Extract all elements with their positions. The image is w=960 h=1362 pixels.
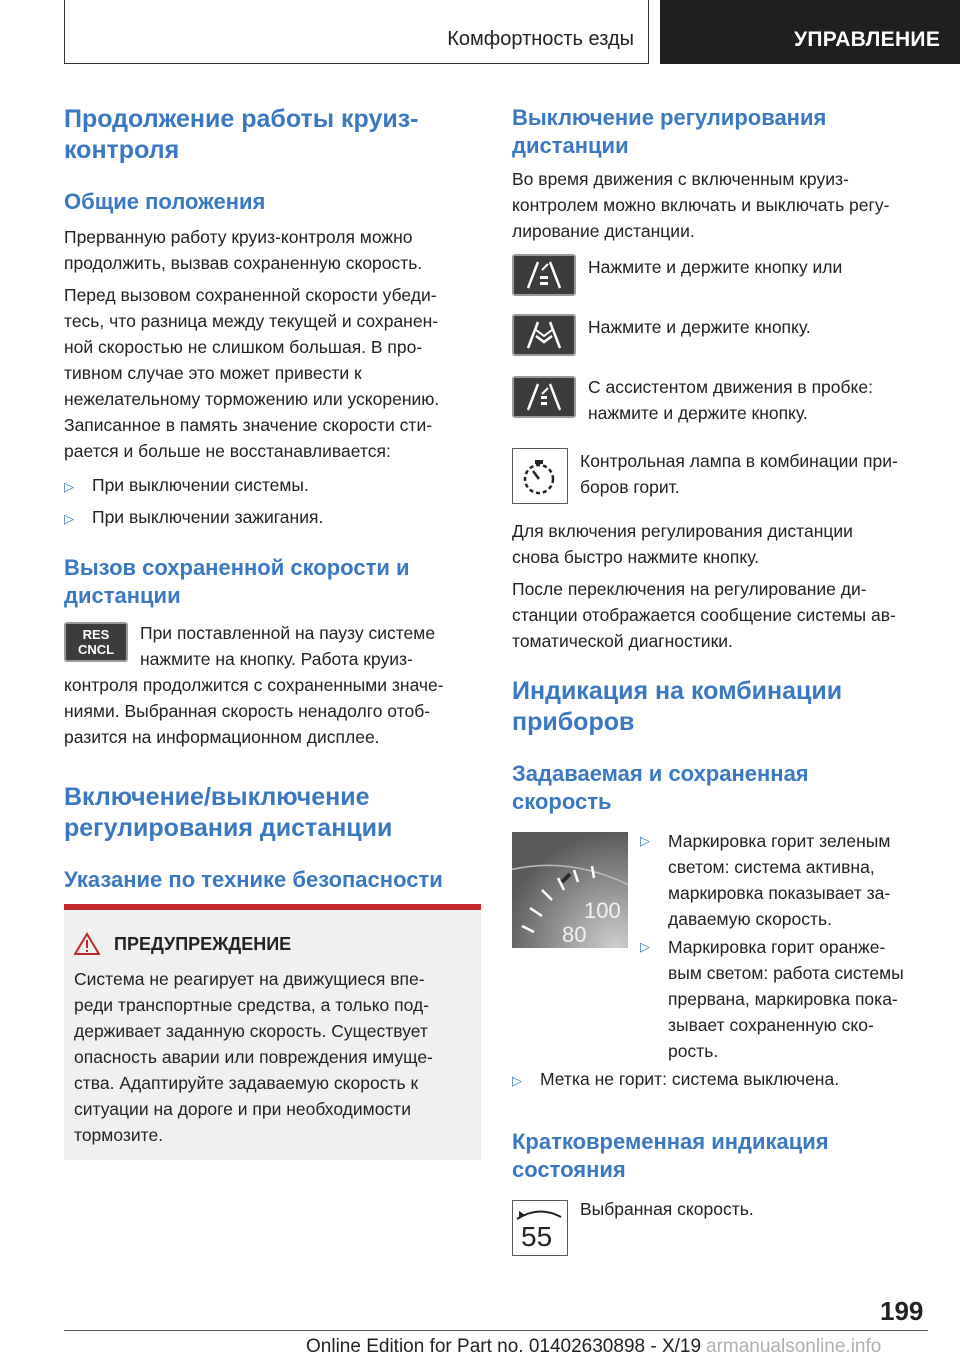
header-section-title: Комфортность езды	[447, 28, 634, 50]
triangle-bullet-icon: ▷	[64, 479, 74, 494]
paragraph-recall-1: При поставленной на паузу системе нажмите на кнопку. Работа круиз-	[140, 623, 436, 669]
list-item: ▷ Маркировка горит оранже- вым светом: работа системы прервана, маркировка пока- зывает сохраненную ско- рость.	[640, 934, 904, 1064]
warning-text: Система не реагирует на движущиеся впе- реди транспортные средства, а только под- держивает заданную скорость. Существует опасность аварии или повреждения имуще- ства. Адаптируйте задаваемую скорость к ситуации на дороге и при необходимости тормозите.	[74, 969, 433, 1145]
triangle-bullet-icon: ▷	[512, 1073, 522, 1088]
paragraph-recall-2: контроля продолжится с сохраненными значе- ниями. Выбранная скорость ненадолго отоб- разится на информационном дисплее.	[64, 675, 444, 747]
distance-button-icon	[512, 314, 576, 356]
heading-continue-cruise: Продолжение работы круиз- контроля	[64, 105, 419, 164]
list-item: ▷ Метка не горит: система выключена.	[512, 1066, 839, 1094]
header-chapter-title: УПРАВЛЕНИЕ	[794, 28, 941, 51]
text-selected-speed: Выбранная скорость.	[580, 1199, 754, 1219]
list-item: ▷ При выключении зажигания.	[64, 504, 323, 532]
footer-divider	[64, 1330, 928, 1331]
triangle-bullet-icon: ▷	[640, 939, 650, 954]
subheading-set-speed: Задаваемая и сохраненная скорость	[512, 761, 809, 814]
heading-onoff-distance: Включение/выключение регулирования дистанции	[64, 783, 393, 842]
speedometer-image	[512, 832, 628, 948]
paragraph-after-switch: После переключения на регулирование ди- станции отображается сообщение системы ав- томатической диагностики.	[512, 579, 896, 651]
page-number: 199	[880, 1296, 924, 1326]
heading-cluster-display: Индикация на комбинации приборов	[512, 677, 843, 736]
paragraph-resume: Прерванную работу круиз-контроля можно продолжить, вызвав сохраненную скорость.	[64, 227, 423, 273]
text-control-lamp: Контрольная лампа в комбинации при- боров горит.	[580, 451, 898, 497]
text-press-hold-or: Нажмите и держите кнопку или	[588, 257, 843, 277]
speed-value-label: 55	[521, 1221, 553, 1252]
header-chapter-tab	[660, 0, 960, 64]
subheading-safety: Указание по технике безопасности	[64, 867, 443, 892]
distance-button-icon	[512, 254, 576, 296]
set-speed-55-icon	[512, 1200, 568, 1256]
text-traffic-assist: С ассистентом движения в пробке: нажмите и держите кнопку.	[588, 377, 873, 423]
warning-triangle-icon	[74, 932, 100, 956]
gauge-label: 80	[562, 922, 587, 947]
footer-edition: Online Edition for Part no. 01402630898 - X/19	[306, 1336, 702, 1357]
paragraph-erase-speed: Записанное в память значение скорости сти- рается и больше не восстанавливается:	[64, 415, 433, 461]
triangle-bullet-icon: ▷	[640, 833, 650, 848]
warning-title: ПРЕДУПРЕЖДЕНИЕ	[114, 934, 292, 954]
subheading-general: Общие положения	[64, 189, 266, 214]
gauge-label: 100	[584, 898, 621, 923]
distance-warning-lamp-icon	[512, 448, 568, 504]
paragraph-enable: Для включения регулирования дистанции снова быстро нажмите кнопку.	[512, 521, 853, 567]
paragraph-disable: Во время движения с включенным круиз- контролем можно включать и выключать регу- лирование дистанции.	[512, 169, 890, 241]
subheading-recall-speed: Вызов сохраненной скорости и дистанции	[64, 555, 410, 608]
subheading-disable-distance: Выключение регулирования дистанции	[512, 105, 827, 158]
list-item: ▷ Маркировка горит зеленым светом: система активна, маркировка показывает за- даваемую скорость.	[640, 828, 890, 932]
triangle-bullet-icon: ▷	[64, 511, 74, 526]
res-cncl-button-icon: RES CNCL	[64, 622, 128, 662]
list-item: ▷ При выключении системы.	[64, 472, 309, 500]
text-press-hold: Нажмите и держите кнопку.	[588, 317, 811, 337]
footer-watermark: armanualsonline.info	[706, 1336, 882, 1357]
header-section-tab	[64, 0, 649, 64]
subheading-status-display: Кратковременная индикация состояния	[512, 1129, 829, 1182]
paragraph-check-difference: Перед вызовом сохраненной скорости убеди- тесь, что разница между текущей и сохранен- ной скоростью не слишком большая. В про- тивном случае это может привести к нежелательному торможению или ускорению.	[64, 285, 440, 409]
traffic-jam-assist-button-icon	[512, 376, 576, 418]
